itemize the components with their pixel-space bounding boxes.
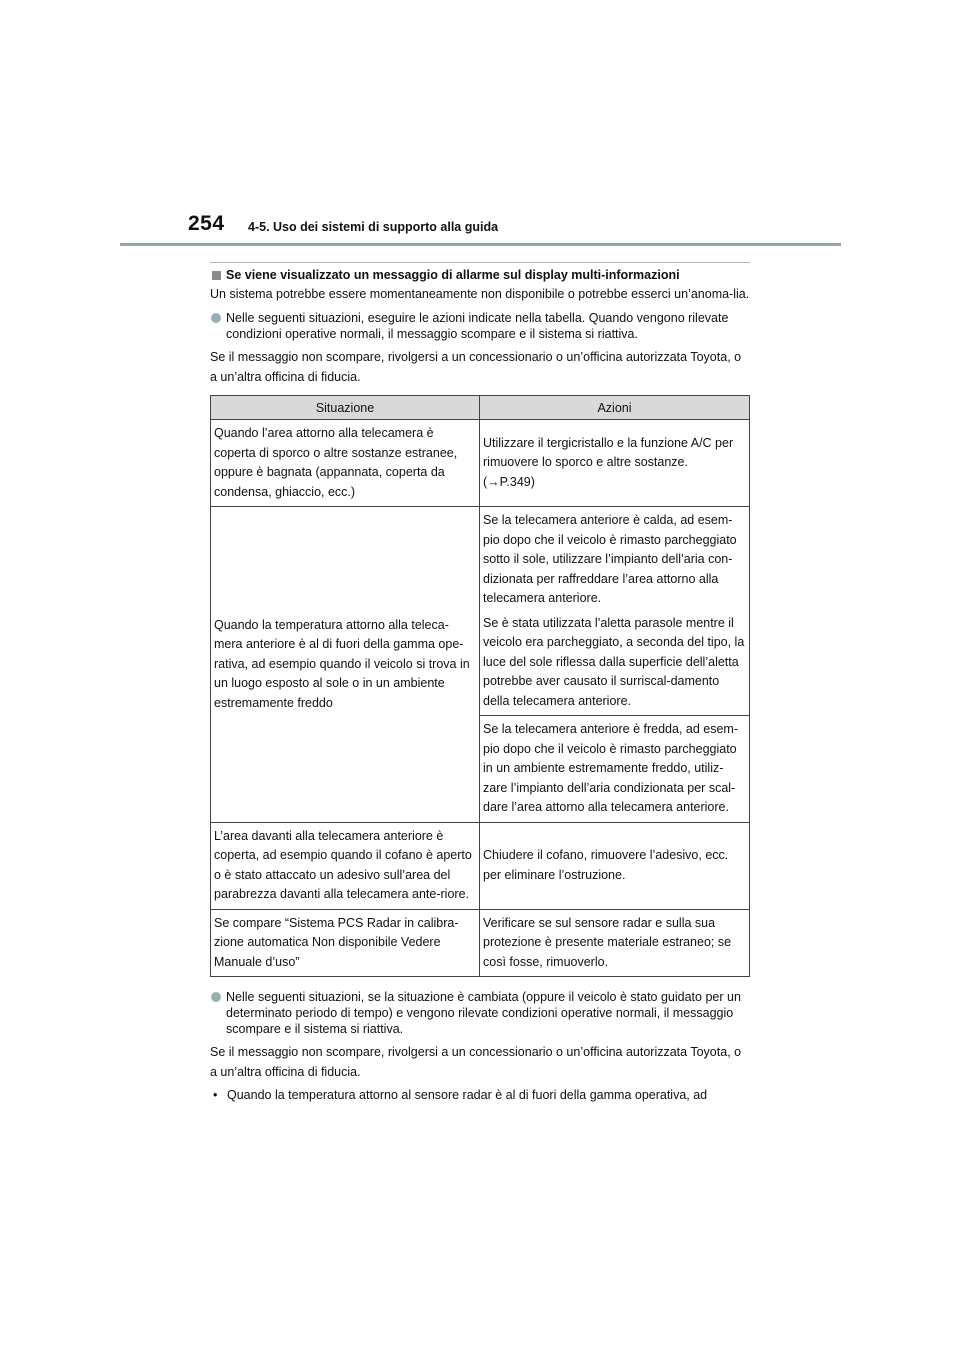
situations-table: [210, 395, 750, 977]
action-cell: [480, 420, 750, 507]
square-bullet-icon: [212, 271, 221, 280]
action-cell: [480, 507, 750, 716]
action-cell: Chiudere il cofano, rimuovere l’adesivo, ecc. per eliminare l’ostruzione.: [480, 822, 750, 909]
intro-paragraph: Un sistema potrebbe essere momentaneamente non disponibile o potrebbe esserci un’anoma-lia.: [210, 287, 750, 301]
circle-bullet-icon: [211, 313, 221, 323]
situation-cell: Quando l’area attorno alla telecamera è coperta di sporco o altre sostanze estranee, oppure è bagnata (appannata, coperta da condensa, ghiaccio, ecc.): [211, 420, 480, 507]
subheading-text: Se viene visualizzato un messaggio di allarme sul display multi-informazioni: [226, 268, 680, 282]
bullet-item: [210, 310, 750, 342]
column-header-actions: Azioni: [480, 396, 750, 420]
action-text: Utilizzare il tergicristallo e la funzione A/C per rimuovere lo sporco e altre sostanze.: [483, 435, 734, 470]
circle-bullet-icon: [211, 992, 221, 1002]
table-row: [211, 822, 750, 909]
dot-list-item: [210, 1087, 750, 1103]
situation-cell: Se compare “Sistema PCS Radar in calibra-zione automatica Non disponibile Vedere Manuale d’uso”: [211, 909, 480, 977]
dot-bullet-icon: •: [213, 1088, 218, 1102]
situation-cell: L’area davanti alla telecamera anteriore è coperta, ad esempio quando il cofano è aperto o è stato attaccato un adesivo sull’area del parabrezza davanti alla telecamera ante-riore.: [211, 822, 480, 909]
bullet-item: [210, 989, 750, 1037]
dealer-note: Se il messaggio non scompare, rivolgersi a un concessionario o un’officina autorizzata Toyota, o a un’altra officina di fiducia.: [210, 1045, 742, 1079]
column-header-situation: Situazione: [211, 396, 480, 420]
dealer-note: Se il messaggio non scompare, rivolgersi a un concessionario o un’officina autorizzata Toyota, o a un’altra officina di fiducia.: [210, 350, 742, 384]
action-cell: Se la telecamera anteriore è fredda, ad esem-pio dopo che il veicolo è rimasto parcheggiato in un ambiente estremamente freddo, utiliz-zare l’impianto dell’aria condizionata per scal-dare l’area attorno alla telecamera anteriore.: [480, 716, 750, 823]
header-rule: [120, 243, 841, 246]
page-content: [210, 262, 750, 1103]
page-reference: (→P.349): [483, 474, 535, 489]
table-row: [211, 420, 750, 507]
action-text: Se è stata utilizzata l’aletta parasole mentre il veicolo era parcheggiato, a seconda del tipo, la luce del sole riflessa dalla superficie dell’aletta potrebbe aver causato il surriscal-damento della telecamera anteriore.: [483, 615, 745, 708]
table-row: [211, 507, 750, 716]
table-header-row: [211, 396, 750, 420]
subheading: [210, 267, 750, 283]
page-number: 254: [188, 212, 225, 235]
bullet-text: Nelle seguenti situazioni, eseguire le azioni indicate nella tabella. Quando vengono rilevate condizioni operative normali, il messaggio scompare e il sistema si riattiva.: [226, 311, 729, 341]
table-row: [211, 909, 750, 977]
action-cell: Verificare se sul sensore radar e sulla sua protezione è presente materiale estraneo; se così fosse, rimuoverlo.: [480, 909, 750, 977]
action-text: Se la telecamera anteriore è calda, ad esem-pio dopo che il veicolo è rimasto parcheggiato sotto il sole, utilizzare l’impianto dell’aria con-dizionata per raffreddare l’area attorno alla telecamera anteriore.: [483, 513, 737, 605]
bullet-text: Nelle seguenti situazioni, se la situazione è cambiata (oppure il veicolo è stato guidato per un determinato periodo di tempo) e vengono rilevate condizioni operative normali, il messaggio scompare e il sistema si riattiva.: [226, 990, 741, 1036]
subheading-rule: [210, 262, 750, 263]
situation-cell: Quando la temperatura attorno alla teleca-mera anteriore è al di fuori della gamma ope-rativa, ad esempio quando il veicolo si trova in un luogo esposto al sole o in un ambiente estremamente freddo: [211, 507, 480, 823]
section-title: 4-5. Uso dei sistemi di supporto alla guida: [248, 220, 499, 234]
dot-list-text: Quando la temperatura attorno al sensore radar è al di fuori della gamma operativa, ad: [227, 1088, 708, 1102]
